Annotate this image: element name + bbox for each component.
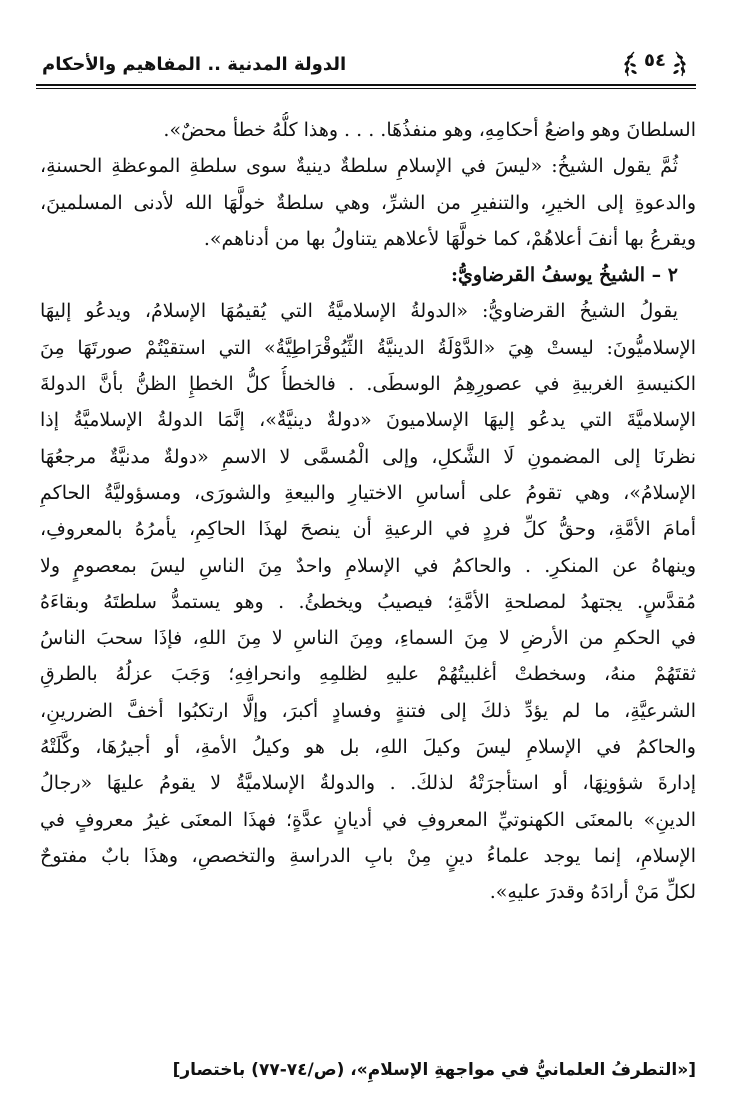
text-line: والدعوةِ إلى الخيرِ، والتنفيرِ من الشرِّ، وهي سلطةٌ خولَّهَا الله لأدنى المسلمينَ،: [40, 191, 696, 214]
text-line: ثُمَّ يقول الشيخُ: «ليسَ في الإسلامِ سلطةٌ دينيةٌ سوى سلطةِ الموعظةِ الحسنةِ،: [40, 155, 678, 178]
text-line: في الحكمِ من الأرضِ لا مِنَ السماءِ، ومِنَ الناسِ لا مِنَ اللهِ، فإذَا سحبَ الناسُ: [40, 627, 696, 650]
source-citation: [«التطرفُ العلمانيُّ في مواجهةِ الإسلامِ»، (ص/٧٤-٧٧) باختصار]: [172, 1060, 696, 1080]
text-line: الدينِ» بالمعنَى الكهنوتيِّ المعروفِ في أديانٍ عدَّةٍ؛ فهذَا المعنَى غيرُ معروفٍ في: [40, 808, 696, 831]
text-line: لكلِّ مَنْ أرادَهُ وقدرَ عليهِ».: [489, 881, 696, 904]
text-line: أمامَ الأمَّةِ، وحقُّ كلِّ فردٍ في الرعيةِ أن ينصحَ لهذَا الحاكِمِ، يأمرُهُ بالمعروفِ،: [40, 518, 696, 541]
text-line: السلطانَ وهو واضعُ أحكامِهِ، وهو منفذُهَا. . . . وهذا كلُّهُ خطأ محضٌ».: [163, 119, 696, 141]
text-line: الكنيسةِ الغربيةِ في عصورِهِمُ الوسطَى. . فالخطأُ كلُّ الخطإِ الظنُّ بأنَّ الدولةَ: [40, 373, 696, 396]
text-line: والحاكمُ في الإسلامِ ليسَ وكيلَ اللهِ، بل هو وكيلُ الأمةِ، أو أجيرُهَا، وكَّلَتْهُ: [40, 736, 696, 759]
text-line: ثقتَهُمْ منهُ، وسخطتْ أغلبيتُهُمْ عليهِ لظلمِهِ وانحرافِهِ؛ وَجَبَ عزلُهُ بالطرقِ: [40, 663, 696, 686]
body-text: [40, 112, 696, 911]
page-header: [36, 48, 696, 92]
text-line: الإسلاميُّونَ: ليستْ هِيَ «الدَّوْلَةُ الدينيَّةُ الثِّيُوقْرَاطِيَّةُ» التي استقيْتُمْ صورتَهَا مِنَ: [40, 336, 696, 359]
section-heading: ٢ – الشيخُ يوسفُ القرضاويُّ:: [450, 264, 678, 287]
text-line: نظرنَا إلى المضمونِ لَا الشَّكلِ، وإلى الْمُسمَّى لا الاسمِ «دولةٌ مدنيَّةٌ مرجعُهَا: [40, 445, 696, 468]
text-line: الإسلامِ، إنما يوجد علماءُ دينٍ مِنْ بابِ الدراسةِ والتخصصِ، وهذَا بابٌ مفتوحٌ: [40, 844, 696, 867]
text-line: إدارةَ شؤونِهَا، أو استأجرَتْهُ لذلكَ. . والدولةُ الإسلاميَّةُ لا يقومُ عليهَا «رجالُ: [40, 772, 696, 795]
text-line: ويقرعُ بها أنفَ أعلاهُمْ، كما خولَّهَا لأعلاهم يتناولُ بها من أدناهم».: [203, 227, 696, 250]
text-line: الشرعيَّةِ، ما لم يؤدِّ ذلكَ إلى فتنةٍ وفسادٍ أكبرَ، وإلَّا ارتكبُوا أخفَّ الضررينِ،: [40, 699, 696, 722]
page-number-ornament: [620, 46, 690, 82]
running-title: الدولة المدنية .. المفاهيم والأحكام: [42, 54, 347, 75]
text-line: الإسلامُ»، وهي تقومُ على أساسِ الاختيارِ والبيعةِ والشورَى، ومسؤوليَّةُ الحاكمِ: [40, 481, 696, 504]
header-divider-thin: [36, 88, 696, 89]
page-number: ٥٤: [644, 50, 666, 71]
text-line: الإسلاميَّةَ التي يدعُو إليهَا الإسلاميونَ «دولةٌ دينيَّةٌ»، إنَّمَا الدولةُ الإسلاميَّةُ إذا: [40, 409, 696, 432]
text-line: يقولُ الشيخُ القرضاويُّ: «الدولةُ الإسلاميَّةُ التي يُقيمُهَا الإسلامُ، ويدعُو إليهَا: [40, 300, 678, 323]
header-divider: [36, 84, 696, 86]
text-line: وينهاهُ عن المنكرِ. . والحاكمُ في الإسلامِ واحدٌ مِنَ الناسِ ليسَ بمعصومٍ ولا: [40, 554, 696, 577]
text-line: مُقدَّسٍ. يجتهدُ لمصلحةِ الأمَّةِ؛ فيصيبُ ويخطئُ. . وهو يستمدُّ سلطتَهُ وبقاءَهُ: [40, 590, 696, 613]
